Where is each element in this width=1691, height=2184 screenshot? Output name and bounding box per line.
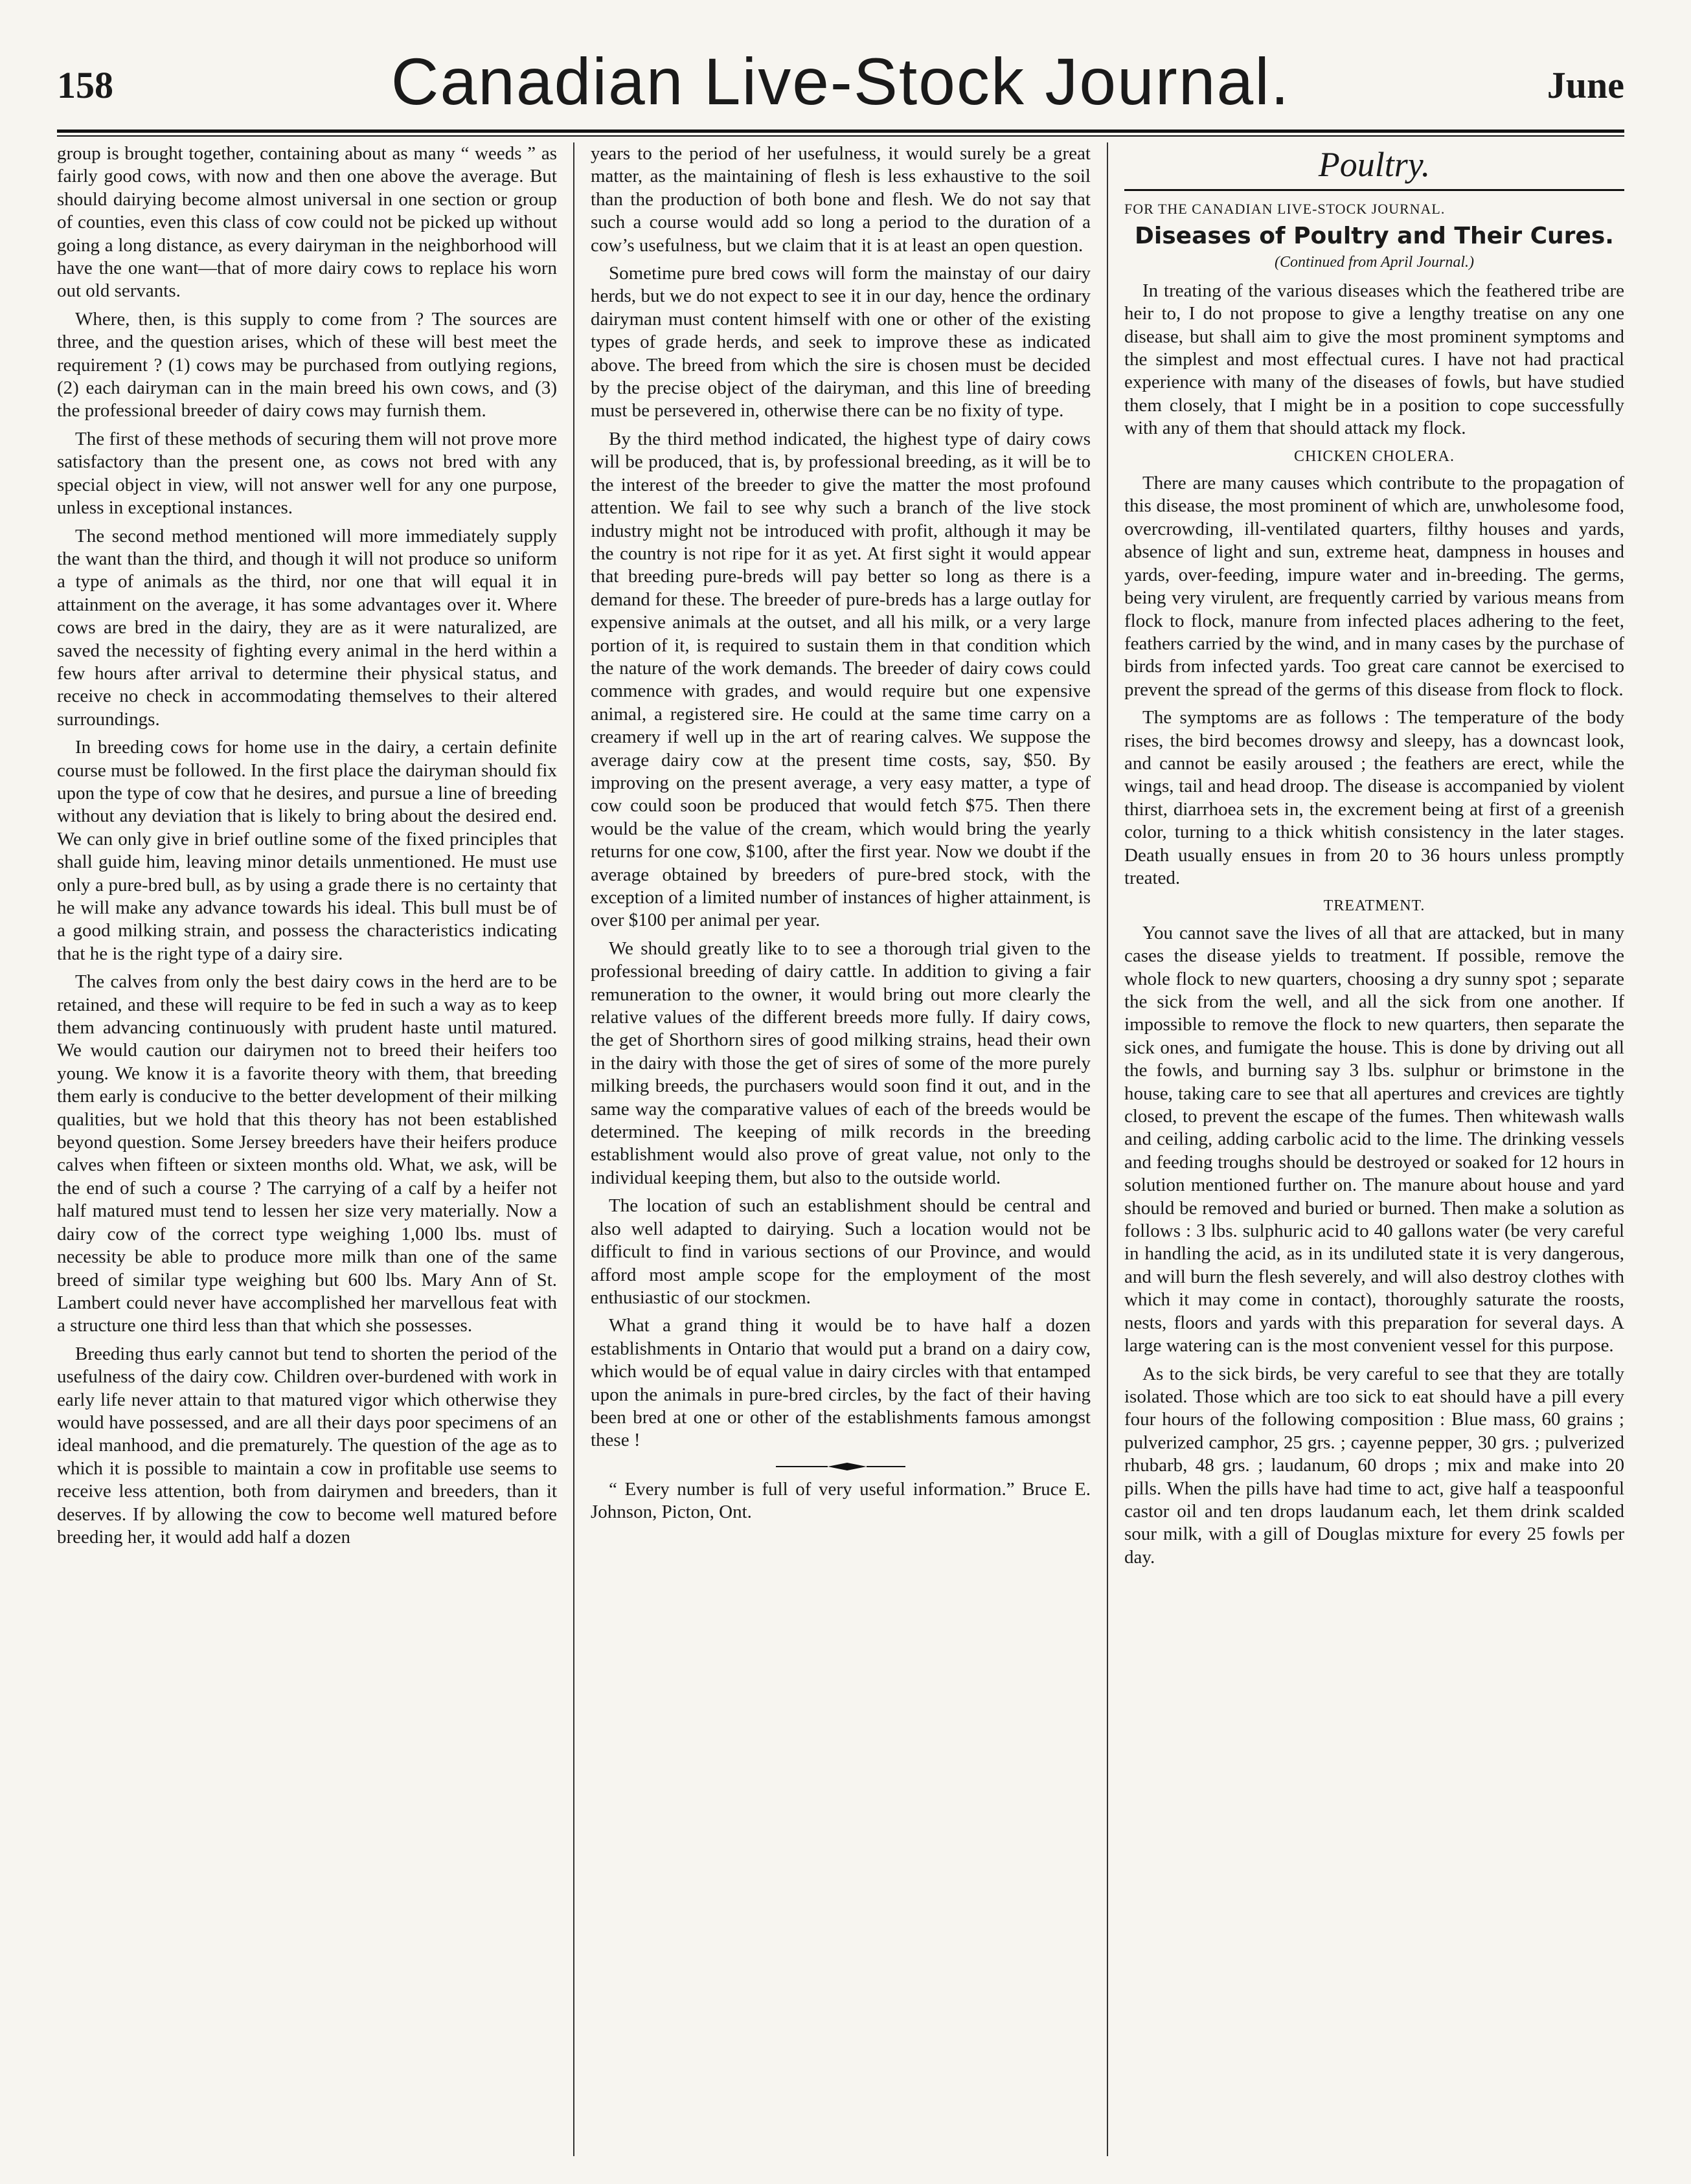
paragraph: Breeding thus early cannot but tend to shorten the period of the usefulness of the dairy cow. Children over-burdened with work in early life never attain to that matured vigor which otherwise they would have possessed, and are all their days poor specimens of an ideal manhood, and die prematurely. The question of the age as to which it is possible to maintain a cow in profitable use seems to receive less attention, both from dairymen and breeders, than it deserves. If by allowing the cow to become well matured before breeding her, it would add half a dozen (57, 1343, 557, 1548)
issue-month: June (1547, 64, 1624, 106)
section-title: Poultry. (1124, 142, 1624, 191)
paragraph: What a grand thing it would be to have half a dozen establishments in Ontario that would put a brand on a dairy cow, which would be of equal value in dairy circles with that entamped upon the animals in pure-bred circles, by the fact of their having been bred at one or other of the establishments famous amongst these ! (591, 1315, 1091, 1451)
paragraph: The symptoms are as follows : The temperature of the body rises, the bird becomes drowsy and sleepy, has a downcast look, and cannot be easily aroused ; the feathers are erect, while the wings, tail and head droop. The disease is accompanied by violent thirst, diarrhoea sets in, the excrement being at first of a greenish color, turning to a thick whitish consistency in the later stages. Death usually ensues in from 20 to 36 hours unless promptly treated. (1124, 707, 1624, 888)
paragraph: There are many causes which contribute to the propagation of this disease, the most prominent of which are, unwholesome food, overcrowding, ill-ventilated quarters, filthy houses and yards, absence of light and sun, extreme heat, dampness in houses and yards, over-feeding, impure water and in-breeding. The germs, being very virulent, are frequently carried by various means from flock to flock, manure from infected places adhering to the feet, feathers carried by the wind, and in many cases by the purchase of birds from infected yards. Too great care cannot be exercised to prevent the spread of the germs of this disease from flock to flock. (1124, 473, 1624, 700)
continued-note: (Continued from April Journal.) (1275, 254, 1474, 271)
article-columns (57, 142, 1624, 2156)
paragraph: We should greatly like to to see a thorough trial given to the professional breeding of dairy cattle. In addition to giving a fair remuneration to the owner, it would bring out more clearly the relative values of the different breeds more fully. If dairy cows, the get of Shorthorn sires of good milking strains, head their own in the dairy with those the get of sires of some of the more purely milking breeds, the purchasers would soon find it out, and in the same way the comparative values of each of the breeds would be determined. The keeping of milk records in the breeding establishment would also prove of great value, not only to the individual keeping them, but also to the outside world. (591, 938, 1091, 1188)
journal-title: Canadian Live-Stock Journal. (391, 45, 1291, 118)
paragraph: The second method mentioned will more immediately supply the want than the third, and though it will not produce so uniform a type of animals as the third, nor one that will equal it in attainment on the average, it has some advantages over it. Where cows are bred in the dairy, they are as it were naturalized, are saved the necessity of fighting every animal in the herd within a few hours after arrival to determine their physical status, and receive no check in accommodating themselves to their altered surroundings. (57, 525, 557, 730)
ornament-divider (769, 1459, 912, 1474)
subhead-treatment: TREATMENT. (1323, 897, 1425, 915)
subhead-chicken-cholera: CHICKEN CHOLERA. (1294, 447, 1455, 465)
paragraph: As to the sick birds, be very careful to see that they are totally isolated. Those which are too sick to eat should have a pill every four hours of the following composition : Blue mass, 60 grains ; pulverized camphor, 25 grs. ; cayenne pepper, 30 grs. ; pulverized rhubarb, 48 grs. ; laudanum, 60 drops ; mix and make into 20 pills. When the pills have had time to act, give half a teaspoonful castor oil and ten drops laudanum each, let them drink scalded sour milk, with a gill of Douglas mixture for every 25 fowls per day. (1124, 1363, 1624, 1568)
paragraph: The calves from only the best dairy cows in the herd are to be retained, and these will require to be fed in such a way as to keep them advancing continuously with prudent haste until matured. We would caution our dairymen not to breed their heifers too young. We know it is a favorite theory with them, that breeding them early is conducive to the better development of their milking qualities, but we hold that this theory has not been established beyond question. Some Jersey breeders have their heifers produce calves when fifteen or sixteen months old. What, we ask, will be the end of such a course ? The carrying of a calf by a heifer not half matured must tend to lessen her size very materially. Now a dairy cow of the correct type weighing 1,000 lbs. must of necessity be able to produce more milk than one of the same breed of similar type weighing but 600 lbs. Mary Ann of St. Lambert could never have accomplished her marvellous feat with a structure one third less than that which she possesses. (57, 971, 557, 1336)
paragraph: Where, then, is this supply to come from ? The sources are three, and the question arises, which of these will best meet the requirement ? (1) cows may be purchased from outlying regions, (2) each dairyman can in the main breed his own cows, and (3) the professional breeder of dairy cows may furnish them. (57, 308, 557, 422)
paragraph: The location of such an establishment should be central and also well adapted to dairying. Such a location would not be difficult to find in various sections of our Province, and would afford most ample scope for the employment of the most enthusiastic of our stockmen. (591, 1195, 1091, 1308)
masthead (57, 26, 1624, 123)
article-title: Diseases of Poultry and Their Cures. (1135, 223, 1614, 250)
paragraph: In breeding cows for home use in the dairy, a certain definite course must be followed. In the first place the dairyman should fix upon the type of cow that he desires, and pursue a line of breeding without any deviation that is likely to bring about the desired end. We can only give in brief outline some of the fixed principles that shall guide him, leaving minor details unmentioned. He must use only a pure-bred bull, as by using a grade there is no certainty that he will make any advance towards his ideal. This bull must be of a good milking strain, and possess the characteristics indicating that he is the right type of a dairy sire. (57, 737, 557, 964)
column-2 (591, 142, 1091, 2156)
column-divider (1107, 142, 1108, 2156)
column-3 (1124, 142, 1624, 2156)
page-number: 158 (57, 64, 113, 106)
paragraph: The first of these methods of securing them will not prove more satisfactory than the present one, as cows not bred with any special object in view, will not answer well for any one purpose, unless in exceptional instances. (57, 428, 557, 519)
testimonial-quote: “ Every number is full of very useful information.” Bruce E. Johnson, Picton, Ont. (591, 1478, 1091, 1523)
column-divider (573, 142, 574, 2156)
paragraph: years to the period of her usefulness, it would surely be a great matter, as the maintaining of flesh is less exhaustive to the soil than the production of both bone and flesh. We do not say that such a course would add so long a period to the duration of a cow’s usefulness, but we claim that it is at least an open question. (591, 143, 1091, 256)
masthead-rule (57, 129, 1624, 137)
byline: FOR THE CANADIAN LIVE-STOCK JOURNAL. (1124, 201, 1446, 217)
paragraph: Sometime pure bred cows will form the mainstay of our dairy herds, but we do not expect to see it in our day, hence the ordinary dairyman must content himself with one or other of the existing types of grade herds, and seek to improve these as indicated above. The breed from which the sire is chosen must be decided by the precise object of the dairyman, and this line of breeding must be persevered in, otherwise there can be no fixity of type. (591, 263, 1091, 422)
paragraph: You cannot save the lives of all that are attacked, but in many cases the disease yields to treatment. If possible, remove the whole flock to new quarters, choosing a dry sunny spot ; separate the sick from the well, and all the sick from one another. If impossible to remove the flock to new quarters, then separate the sick ones, and fumigate the house. This is done by driving out all the fowls, and burning say 3 lbs. sulphur or brimstone in the house, taking care to see that all apertures and crevices are tightly closed, to prevent the escape of the fumes. Then whitewash walls and ceiling, adding carbolic acid to the lime. The drinking vessels and feeding troughs should be destroyed or soaked for 12 hours in solution mentioned further on. The manure about house and yard should be removed and buried or burned. Then make a solution as follows : 3 lbs. sulphuric acid to 40 gallons water (be very careful in handling the acid, as in its undiluted state it is very dangerous, and will burn the flesh severely, and will also destroy clothes with which it may come in contact), thoroughly saturate the roosts, nests, floors and yards with this preparation for several days. A large watering can is the most convenient vessel for this purpose. (1124, 922, 1624, 1357)
column-1 (57, 142, 557, 2156)
paragraph: By the third method indicated, the highest type of dairy cows will be produced, that is, by professional breeding, as it will be to the interest of the breeder to give the matter the most profound attention. We fail to see why such a branch of the live stock industry might not be introduced with profit, although it may be the country is not ripe for it as yet. At first sight it would appear that breeding pure-breds will pay better so long as there is a demand for these. The breeder of pure-breds has a large outlay for expensive animals at the outset, and all his milk, or a very large portion of it, is required to sustain them in that condition which the nature of the work demands. The breeder of dairy cows could commence with grades, and would require but one expensive animal, a registered sire. He could at the same time carry on a creamery if well up in the art of rearing calves. We suppose the average dairy cow at the present time costs, say, $50. By improving on the present average, a very easy matter, a type of cow could soon be produced that would fetch $75. Then there would be the value of the cream, which would bring the yearly returns for one cow, $100, after the first year. Now we doubt if the average obtained by breeders of pure-bred stock, with the exception of a limited number of instances of higher attainment, is over $100 per animal per year. (591, 428, 1091, 931)
paragraph: group is brought together, containing about as many “ weeds ” as fairly good cows, with now and then one above the average. But should dairying become almost universal in one section or group of counties, even this class of cow could not be picked up without going a long distance, as every dairyman in the neighborhood will have the one want—that of more dairy cows to replace his worn out old servants. (57, 143, 557, 302)
journal-page (57, 26, 1624, 2163)
paragraph: In treating of the various diseases which the feathered tribe are heir to, I do not propose to give a lengthy treatise on any one disease, but shall aim to give the most prominent symptoms and the simplest and most effectual cures. I have not had practical experience with many of the diseases of fowls, but have studied them closely, that I might be in a position to cope successfully with any of them that should attack my flock. (1124, 280, 1624, 439)
